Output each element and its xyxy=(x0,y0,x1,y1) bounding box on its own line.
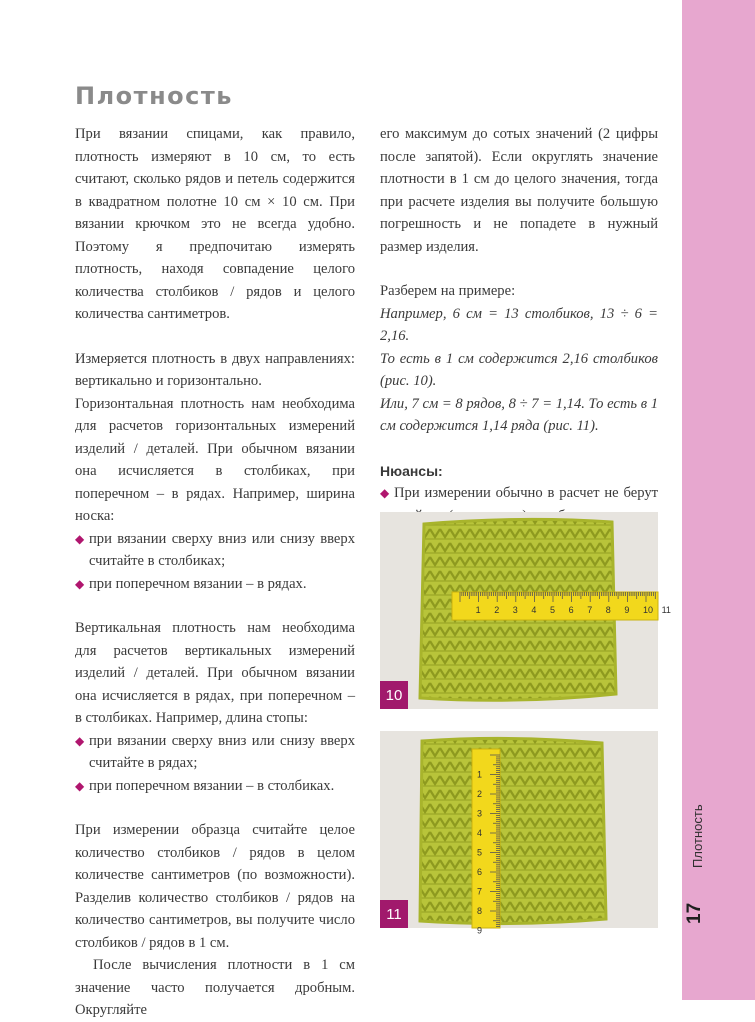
ruler-number: 10 xyxy=(643,605,654,615)
page-number: 17 xyxy=(684,902,705,924)
left-column xyxy=(75,123,355,1022)
ruler-number: 4 xyxy=(531,605,537,615)
ruler-number: 6 xyxy=(568,605,574,615)
diamond-bullet-icon: ◆ xyxy=(75,531,85,546)
bullet-list xyxy=(75,528,355,596)
page-title: Плотность xyxy=(75,82,233,110)
list-item: ◆ при поперечном вязании – в рядах. xyxy=(75,573,355,596)
paragraph: Измеряется плотность в двух направлениях: вертикально и горизонтально. xyxy=(75,350,355,389)
list-item: ◆ при поперечном вязании – в столбиках. xyxy=(75,775,355,798)
example-line: Или, 7 см = 8 рядов, 8 ÷ 7 = 1,14. То есть в 1 см содержится 1,14 ряда (рис. 11). xyxy=(380,395,658,434)
ruler-number: 3 xyxy=(477,808,483,819)
list-item: ◆ при вязании сверху вниз или снизу вверх считайте в рядах; xyxy=(75,730,355,775)
bullet-list xyxy=(75,730,355,798)
diamond-bullet-icon: ◆ xyxy=(75,778,85,793)
ruler-number: 1 xyxy=(475,605,481,615)
figure-number-badge: 10 xyxy=(380,681,408,709)
ruler-number: 8 xyxy=(605,605,611,615)
example-intro: Разберем на примере: xyxy=(380,283,516,299)
ruler-number: 2 xyxy=(477,789,483,799)
ruler-number: 5 xyxy=(477,847,483,858)
right-column xyxy=(380,123,658,527)
ruler-number: 3 xyxy=(512,605,518,615)
ruler-number: 11 xyxy=(661,605,671,615)
list-item: ◆ при вязании сверху вниз или снизу вверх считайте в столбиках; xyxy=(75,528,355,573)
ruler-number: 7 xyxy=(477,886,483,897)
ruler-number: 4 xyxy=(477,828,483,838)
ruler-number: 8 xyxy=(477,906,483,916)
paragraph: При измерении образца считайте целое количество столбиков / рядов в целом количестве сантиметров (по возможности). Разделив количество столбиков / рядов на количество сантиметров, вы получите число столбиков / рядов в 1 см. xyxy=(75,822,355,951)
ruler-number: 2 xyxy=(494,605,500,615)
paragraph: После вычисления плотности в 1 см значение часто получается дробным. Округляйте xyxy=(75,957,355,1018)
figure-10-photo xyxy=(380,512,671,709)
paragraph: Горизонтальная плотность нам необходима для расчетов горизонтальных измерений изделий / деталей. При обычном вязании она исчисляется в столбиках, при поперечном – в рядах. Например, ширина носка: xyxy=(75,395,355,524)
example-line: То есть в 1 см содержится 2,16 столбиков (рис. 10). xyxy=(380,350,658,389)
paragraph: При вязании спицами, как правило, плотность измеряют в 10 см, то есть считают, сколько рядов и петель содержится в квадратном полотне 10 см × 10 см. При вязании крючком это не всегда удобно. Поэтому я предпочитаю измерять плотность, находя совпадение целого количества столбиков / рядов и целого количества сантиметров. xyxy=(75,126,355,322)
paragraph: Вертикальная плотность нам необходима для расчетов вертикальных измерений изделий / деталей. При обычном вязании она исчисляется в рядах, при поперечном – в столбиках. Например, длина стопы: xyxy=(75,620,355,726)
diamond-bullet-icon: ◆ xyxy=(380,486,390,500)
ruler-number: 9 xyxy=(477,925,483,936)
diamond-bullet-icon: ◆ xyxy=(75,576,85,591)
ruler-number: 5 xyxy=(550,605,556,615)
ruler-number: 1 xyxy=(477,769,483,780)
list-item: ◆ При измерении обычно в расчет не берут xyxy=(380,482,658,527)
ruler-number: 9 xyxy=(624,605,630,615)
nuances-heading: Нюансы: xyxy=(380,462,443,479)
example-line: Например, 6 см = 13 столбиков, 13 ÷ 6 = 2,16. xyxy=(380,305,658,344)
ruler-number: 6 xyxy=(477,867,483,877)
swatch-vertical-ruler-image xyxy=(380,731,658,936)
figure-number-badge: 11 xyxy=(380,900,408,928)
ruler-number: 7 xyxy=(587,605,593,615)
figure-11-photo xyxy=(380,731,658,936)
diamond-bullet-icon: ◆ xyxy=(75,733,85,748)
paragraph: его максимум до сотых значений (2 цифры после запятой). Если округлять значение плотности в 1 см до целого значения, тогда при расчете изделия вы получите большую погрешность и не попадете в нужный размер изделия. xyxy=(380,126,658,255)
swatch-horizontal-ruler-image xyxy=(380,512,671,709)
